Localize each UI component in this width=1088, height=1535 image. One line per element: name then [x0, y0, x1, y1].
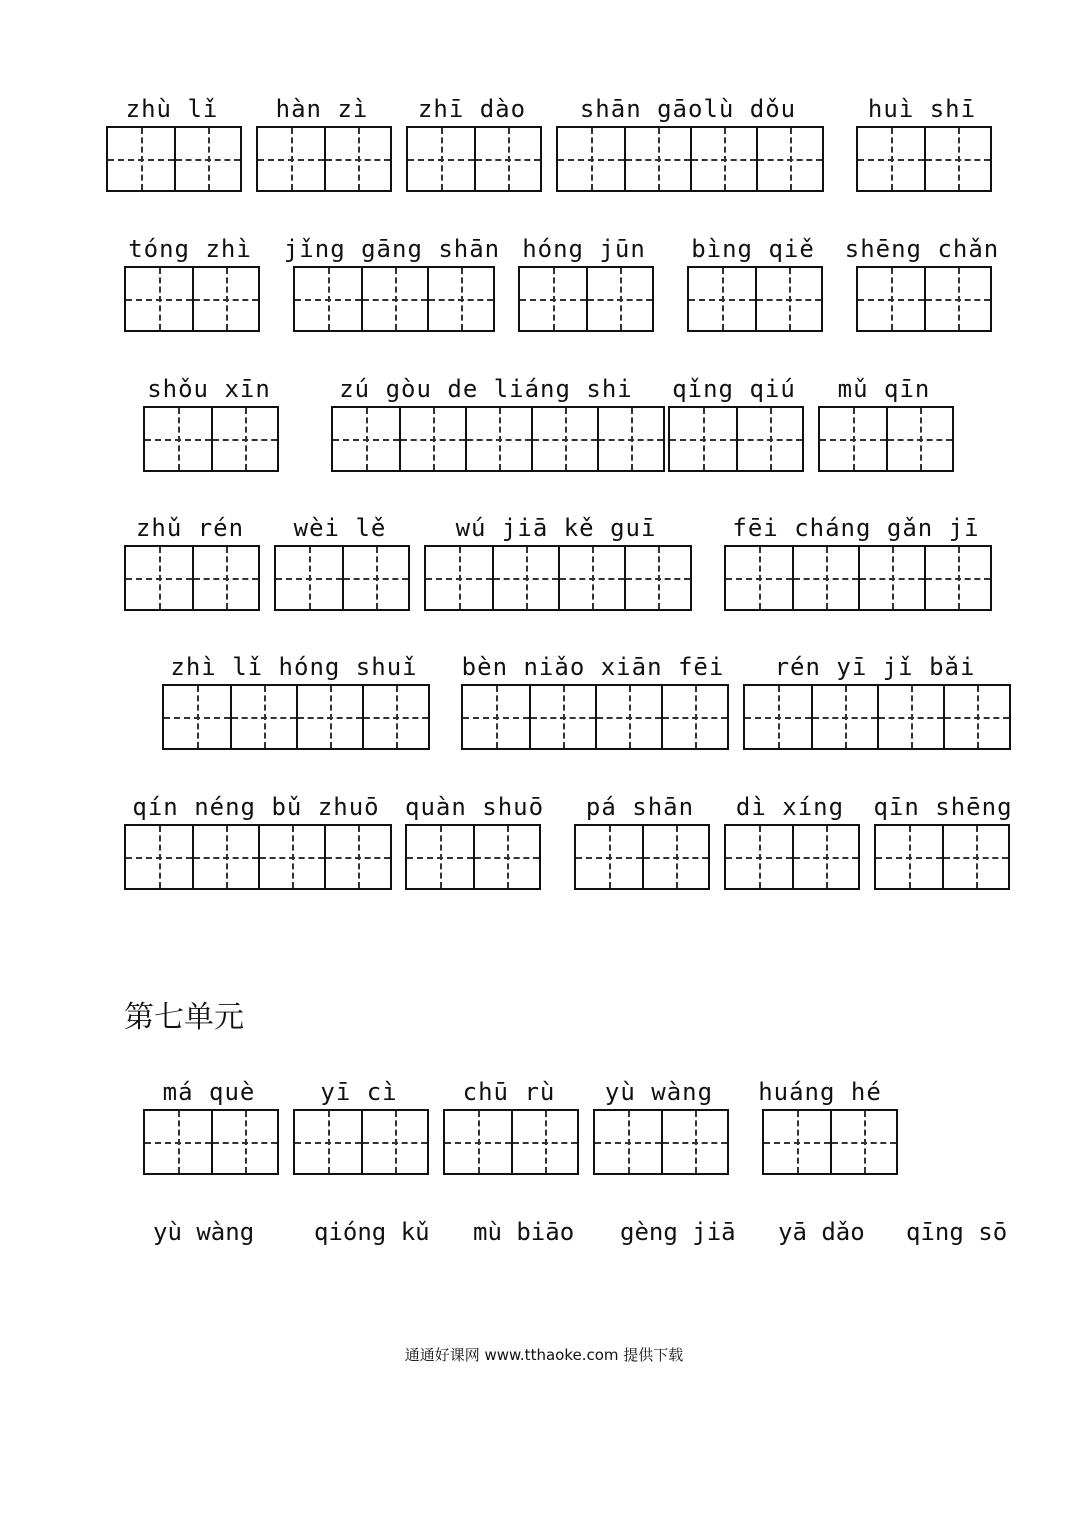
- writing-grid: [593, 1109, 729, 1175]
- writing-cell[interactable]: [670, 408, 736, 470]
- writing-cell[interactable]: [661, 686, 727, 748]
- pinyin-label: huì shī: [867, 95, 977, 123]
- writing-grid: [574, 824, 710, 890]
- writing-cell[interactable]: [876, 826, 942, 888]
- pinyin-label: tóng zhì: [128, 235, 252, 263]
- writing-cell[interactable]: [642, 826, 708, 888]
- writing-cell[interactable]: [473, 826, 539, 888]
- writing-cell[interactable]: [529, 686, 595, 748]
- writing-cell[interactable]: [174, 128, 240, 190]
- writing-cell[interactable]: [295, 1111, 361, 1173]
- writing-cell[interactable]: [474, 128, 540, 190]
- writing-cell[interactable]: [295, 268, 361, 330]
- pinyin-label: zú gòu de liáng shi: [339, 375, 633, 403]
- writing-cell[interactable]: [211, 408, 277, 470]
- writing-grid: [406, 126, 542, 192]
- pinyin-label: zhì lǐ hóng shuǐ: [170, 653, 418, 681]
- writing-grid: [724, 545, 992, 611]
- writing-cell[interactable]: [756, 128, 822, 190]
- writing-cell[interactable]: [886, 408, 952, 470]
- pinyin-label: rén yī jǐ bǎi: [774, 653, 976, 681]
- writing-cell[interactable]: [276, 547, 342, 609]
- writing-grid: [461, 684, 729, 750]
- writing-grid: [556, 126, 824, 192]
- writing-cell[interactable]: [492, 547, 558, 609]
- writing-grid: [143, 406, 279, 472]
- writing-grid: [424, 545, 692, 611]
- writing-cell[interactable]: [333, 408, 399, 470]
- writing-cell[interactable]: [595, 686, 661, 748]
- pinyin-label: shǒu xīn: [147, 375, 271, 403]
- writing-cell[interactable]: [258, 128, 324, 190]
- writing-cell[interactable]: [192, 268, 258, 330]
- unit-heading: 第七单元: [124, 1000, 244, 1035]
- writing-cell[interactable]: [811, 686, 877, 748]
- writing-cell[interactable]: [192, 826, 258, 888]
- writing-cell[interactable]: [399, 408, 465, 470]
- footer-credit: 通通好课网 www.tthaoke.com 提供下载: [404, 1346, 684, 1364]
- pinyin-label: hàn zì: [275, 95, 369, 123]
- writing-cell[interactable]: [426, 547, 492, 609]
- writing-grid: [124, 824, 392, 890]
- writing-grid: [762, 1109, 898, 1175]
- writing-cell[interactable]: [558, 547, 624, 609]
- writing-cell[interactable]: [342, 547, 408, 609]
- pinyin-label: zhù lǐ: [125, 95, 219, 123]
- pinyin-label: yī cì: [320, 1078, 398, 1106]
- pinyin-label: fēi cháng gǎn jī: [732, 514, 980, 542]
- pinyin-label: quàn shuō: [405, 793, 545, 821]
- writing-cell[interactable]: [361, 1111, 427, 1173]
- writing-cell[interactable]: [690, 128, 756, 190]
- writing-grid: [331, 406, 665, 472]
- writing-cell[interactable]: [820, 408, 886, 470]
- writing-cell[interactable]: [324, 128, 390, 190]
- writing-cell[interactable]: [830, 1111, 896, 1173]
- writing-cell[interactable]: [520, 268, 586, 330]
- pinyin-label: hóng jūn: [522, 235, 646, 263]
- writing-cell[interactable]: [943, 686, 1009, 748]
- pinyin-label: bìng qiě: [691, 235, 815, 263]
- writing-grid: [274, 545, 410, 611]
- writing-grid: [293, 1109, 429, 1175]
- writing-cell[interactable]: [924, 547, 990, 609]
- pinyin-label: zhī dào: [417, 95, 527, 123]
- pinyin-label: yù wàng: [604, 1078, 714, 1106]
- writing-grid: [124, 266, 260, 332]
- pinyin-label: shēng chǎn: [844, 235, 1000, 263]
- pinyin-prompt: mù biāo: [473, 1218, 575, 1246]
- writing-cell[interactable]: [145, 1111, 211, 1173]
- writing-cell[interactable]: [726, 547, 792, 609]
- pinyin-prompt: yā dǎo: [778, 1218, 865, 1246]
- writing-cell[interactable]: [624, 128, 690, 190]
- writing-cell[interactable]: [192, 547, 258, 609]
- writing-grid: [687, 266, 823, 332]
- writing-cell[interactable]: [924, 128, 990, 190]
- writing-cell[interactable]: [126, 826, 192, 888]
- writing-grid: [856, 266, 992, 332]
- writing-cell[interactable]: [408, 128, 474, 190]
- writing-cell[interactable]: [258, 826, 324, 888]
- writing-cell[interactable]: [877, 686, 943, 748]
- writing-cell[interactable]: [108, 128, 174, 190]
- writing-cell[interactable]: [463, 686, 529, 748]
- writing-cell[interactable]: [362, 686, 428, 748]
- writing-cell[interactable]: [689, 268, 755, 330]
- pinyin-prompt: qīng sō: [906, 1218, 1008, 1246]
- writing-cell[interactable]: [407, 826, 473, 888]
- writing-cell[interactable]: [942, 826, 1008, 888]
- writing-cell[interactable]: [445, 1111, 511, 1173]
- pinyin-label: mǔ qīn: [837, 375, 931, 403]
- writing-cell[interactable]: [792, 547, 858, 609]
- writing-cell[interactable]: [924, 268, 990, 330]
- writing-grid: [818, 406, 954, 472]
- pinyin-label: wèi lě: [293, 514, 387, 542]
- writing-cell[interactable]: [624, 547, 690, 609]
- pinyin-label: huáng hé: [758, 1078, 882, 1106]
- writing-grid: [256, 126, 392, 192]
- pinyin-prompt: gèng jiā: [620, 1218, 736, 1246]
- pinyin-label: chū rù: [462, 1078, 556, 1106]
- pinyin-label: qīn shēng: [873, 793, 1013, 821]
- writing-cell[interactable]: [230, 686, 296, 748]
- pinyin-label: jǐng gāng shān: [283, 235, 501, 263]
- writing-cell[interactable]: [586, 268, 652, 330]
- pinyin-label: dì xíng: [735, 793, 845, 821]
- pinyin-prompt: qióng kǔ: [314, 1218, 430, 1246]
- writing-cell[interactable]: [145, 408, 211, 470]
- pinyin-prompt: yù wàng: [153, 1218, 255, 1246]
- writing-grid: [874, 824, 1010, 890]
- writing-cell[interactable]: [361, 268, 427, 330]
- writing-cell[interactable]: [858, 547, 924, 609]
- writing-grid: [668, 406, 804, 472]
- writing-cell[interactable]: [576, 826, 642, 888]
- writing-cell[interactable]: [595, 1111, 661, 1173]
- writing-cell[interactable]: [745, 686, 811, 748]
- writing-cell[interactable]: [597, 408, 663, 470]
- writing-cell[interactable]: [164, 686, 230, 748]
- pinyin-label: bèn niǎo xiān fēi: [461, 653, 725, 681]
- writing-grid: [856, 126, 992, 192]
- writing-grid: [405, 824, 541, 890]
- writing-grid: [443, 1109, 579, 1175]
- writing-cell[interactable]: [558, 128, 624, 190]
- pinyin-label: qǐng qiú: [672, 375, 796, 403]
- writing-grid: [293, 266, 495, 332]
- writing-cell[interactable]: [427, 268, 493, 330]
- writing-cell[interactable]: [792, 826, 858, 888]
- writing-grid: [143, 1109, 279, 1175]
- writing-cell[interactable]: [511, 1111, 577, 1173]
- writing-grid: [518, 266, 654, 332]
- writing-cell[interactable]: [661, 1111, 727, 1173]
- writing-cell[interactable]: [465, 408, 531, 470]
- pinyin-label: zhǔ rén: [135, 514, 245, 542]
- writing-grid: [106, 126, 242, 192]
- writing-cell[interactable]: [764, 1111, 830, 1173]
- pinyin-label: shān gāolù dǒu: [579, 95, 797, 123]
- writing-cell[interactable]: [296, 686, 362, 748]
- writing-grid: [724, 824, 860, 890]
- writing-cell[interactable]: [211, 1111, 277, 1173]
- writing-cell[interactable]: [531, 408, 597, 470]
- writing-cell[interactable]: [324, 826, 390, 888]
- writing-grid: [162, 684, 430, 750]
- writing-cell[interactable]: [755, 268, 821, 330]
- writing-grid: [124, 545, 260, 611]
- writing-cell[interactable]: [858, 128, 924, 190]
- writing-grid: [743, 684, 1011, 750]
- pinyin-label: má què: [162, 1078, 256, 1106]
- writing-cell[interactable]: [736, 408, 802, 470]
- writing-cell[interactable]: [126, 547, 192, 609]
- writing-cell[interactable]: [726, 826, 792, 888]
- writing-cell[interactable]: [126, 268, 192, 330]
- pinyin-label: pá shān: [585, 793, 695, 821]
- pinyin-label: qín néng bǔ zhuō: [132, 793, 380, 821]
- writing-cell[interactable]: [858, 268, 924, 330]
- pinyin-label: wú jiā kě guī: [455, 514, 657, 542]
